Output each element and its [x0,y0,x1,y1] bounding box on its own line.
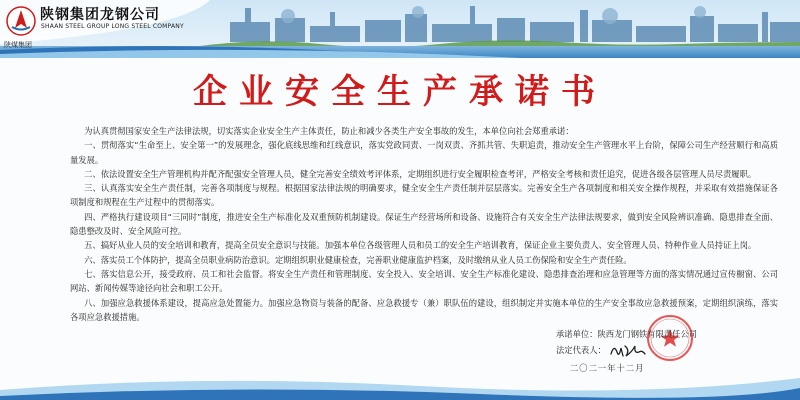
document-title: 企业安全生产承诺书 [193,72,607,112]
unit-label: 承诺单位： [556,329,598,339]
commitment-item-7: 七、落实信息公开，接受政府、员工和社会监督。将安全生产责任和管理制度、安全投入、安全培训、安全生产标准化建设、隐患排查治理和应急管理等方面的落实情况通过宣传橱窗、公司网站、新闻传媒等途径向社会和职工公开。 [70,268,778,294]
company-name-cn: 陕钢集团龙钢公司 [40,7,160,23]
commitment-item-3: 三、认真落实安全生产责任制，完善各项制度与规程。根据国家法律法规的明确要求，健全安全生产责任制并层层落实。完善安全生产各项制度和相关安全操作规程，并采取有效措施保证各项制度和规程在生产过程中的贯彻落实。 [70,183,778,208]
commitment-item-6: 六、落实员工个体防护，提高全员职业病防治意识。定期组织职业健康检查，完善职业健康监护档案，及时缴纳从业人员工伤保险和安全生产责任险。 [84,254,632,265]
commitment-date: 二〇二一年十二月 [570,363,645,373]
bottom-wave-decoration [0,360,800,400]
legal-rep-label: 法定代表人： [556,345,606,355]
commitment-item-1: 一、贯彻落实“生命至上、安全第一”的发展理念，强化底线思维和红线意识，落实党政同责、一岗双责、齐抓共管、失职追责，推动安全生产管理水平上台阶，保障公司生产经营顺行和高质量发展。 [70,140,778,165]
commitment-item-4: 四、严格执行建设项目“三同时”制度，推进安全生产标准化及双重预防机制建设。保证生产经营场所和设备、设施符合有关安全生产法律法规要求，做到安全风险辨识准确、隐患排查全面、隐患整改及时、安全风险可控。 [70,211,778,237]
intro-paragraph: 为认真贯彻国家安全生产法律法规，切实落实企业安全生产主体责任，防止和减少各类生产安全事故的发生，本单位向社会郑重承诺： [84,126,574,136]
commitment-body [70,124,778,324]
commitment-item-5: 五、搞好从业人员的安全培训和教育，提高全员安全意识与技能。加强本单位各级管理人员和员工的安全生产培训教育，保证企业主要负责人、安全管理人员、特种作业人员持证上岗。 [84,240,757,251]
unit-value: 陕西龙门钢铁有限责任公司 [597,329,698,339]
company-name-en: SHAAN STEEL GROUP LONG STEEL COMPANY [41,23,184,30]
commitment-item-8: 八、加强应急救援体系建设，提高应急处置能力。加强应急物资与装备的配备、应急救援专（兼）职队伍的建设，组织制定并实施本单位的生产安全事故应急救援预案，定期组织演练，落实各项应急救援措施。 [70,297,778,322]
group-short-name: 陕煤集团 [4,41,32,49]
commitment-item-2: 二、依法设置安全生产管理机构并配齐配强安全管理人员，健全完善安全绩效考评体系，定期组织进行安全履职检查考评，严格安全考核和责任追究，促进各级各层管理人员尽责履职。 [84,168,757,179]
company-logo-icon [6,6,36,36]
header-banner [0,0,800,58]
handwritten-signature [608,340,648,362]
